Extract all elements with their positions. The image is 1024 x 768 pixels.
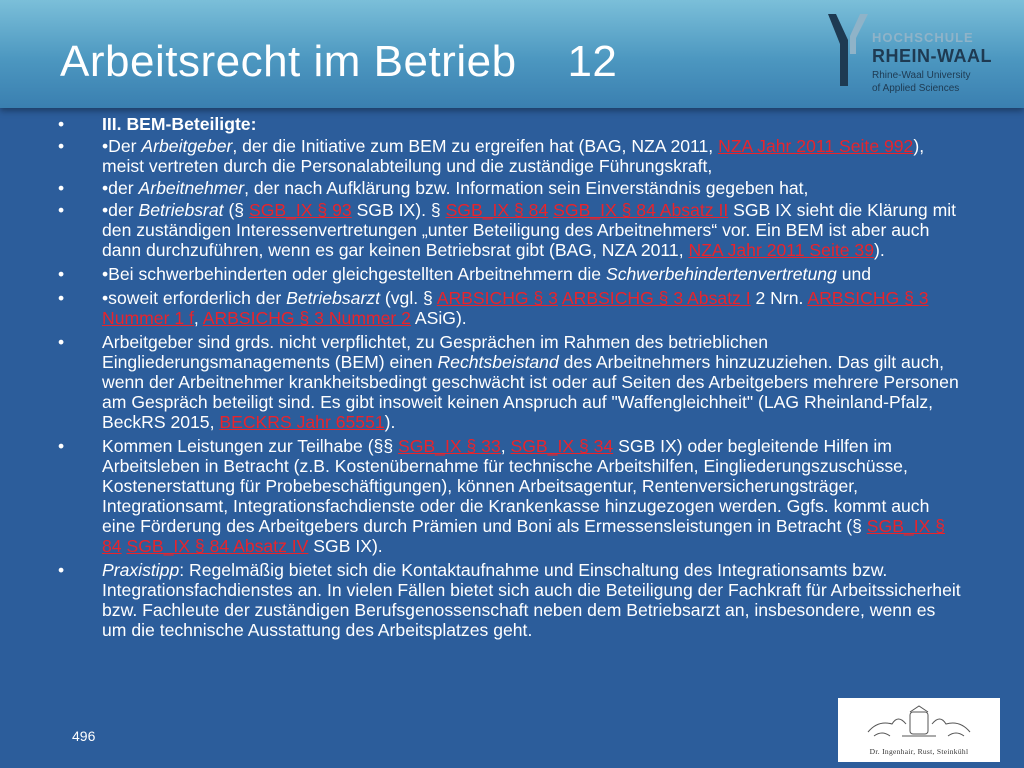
emphasized-term: Praxistipp — [102, 560, 180, 580]
bullet-text: •Der — [102, 136, 142, 156]
bullet-text: Kommen Leistungen zur Teilhabe (§§ — [102, 436, 399, 456]
bullet-list — [58, 114, 963, 644]
bullet-text: Arbeitgeber sind grds. nicht verpflichtet, zu Gesprächen im Rahmen des betrieblichen Eingliederungsmanagements (BEM) einen — [102, 332, 768, 372]
emphasized-term: Arbeitgeber — [141, 136, 233, 156]
legal-reference-link[interactable]: SGB_IX § 84 Absatz II — [553, 200, 729, 220]
section-heading: III. BEM-Beteiligte: — [102, 114, 257, 134]
bullet-text: , — [500, 436, 511, 456]
bullet-text: SGB IX). — [308, 536, 383, 556]
bullet-text: •Bei schwerbehinderten oder gleichgestellten Arbeitnehmern die — [102, 264, 606, 284]
legal-reference-link[interactable]: BECKRS Jahr 65551 — [219, 412, 385, 432]
bullet-item — [58, 178, 963, 198]
logo-line-university: Rhine-Waal University — [872, 70, 971, 81]
legal-reference-link[interactable]: ARBSICHG § 3 Nummer 1 f — [102, 288, 929, 328]
legal-reference-link[interactable]: NZA Jahr 2011 Seite 39 — [688, 240, 874, 260]
bullet-text: 2 Nrn. — [750, 288, 808, 308]
coat-of-arms-icon — [838, 702, 1000, 746]
bullet-item — [58, 332, 963, 432]
emphasized-term: Schwerbehindertenvertretung — [605, 264, 837, 284]
bullet-text: ). — [873, 240, 885, 260]
bullet-text: , der nach Aufklärung bzw. Information sein Einverständnis gegeben hat, — [244, 178, 809, 198]
bullet-text: •der — [102, 200, 139, 220]
stamp-text: Dr. Ingenhair, Rust, Steinkühl — [869, 747, 969, 756]
bullet-text: (vgl. § — [380, 288, 437, 308]
bullet-item — [58, 200, 963, 260]
bullet-text: , der die Initiative zum BEM zu ergreifen hat (BAG, NZA 2011, — [232, 136, 719, 156]
logo-line-hochschule: HOCHSCHULE — [872, 30, 974, 45]
legal-reference-link[interactable]: ARBSICHG § 3 Absatz I — [561, 288, 751, 308]
slide-title: Arbeitsrecht im Betrieb 12 — [60, 37, 618, 86]
emphasized-term: Rechtsbeistand — [437, 352, 559, 372]
page-number: 496 — [72, 728, 96, 744]
emphasized-term: Arbeitnehmer — [138, 178, 245, 198]
emphasized-term: Betriebsarzt — [286, 288, 380, 308]
bullet-item — [58, 136, 963, 176]
bullet-text: ). — [384, 412, 396, 432]
bullet-text: : Regelmäßig bietet sich die Kontaktaufnahme und Einschaltung des Integrationsamts bzw. Integrationsfachdienstes an. In vielen Fällen bietet sich auch die Beteiligung der Fachkraft für Arbeitssicherheit bzw. Fachleute der zuständigen Berufsgenossenschaft neben dem Betriebsarzt an, insbesondere, wenn es um die technische Ausstattung des Arbeitsplatzes geht. — [102, 560, 961, 640]
logo-line-rhein-waal: RHEIN-WAAL — [872, 46, 992, 66]
bullet-text: ), meist vertreten durch die Personalabteilung und die zuständige Führungskraft, — [102, 136, 925, 176]
legal-reference-link[interactable]: SGB_IX § 93 — [248, 200, 352, 220]
legal-reference-link[interactable]: SGB_IX § 84 Absatz IV — [126, 536, 309, 556]
bullet-text: SGB IX) oder begleitende Hilfen im Arbeitsleben in Betracht (z.B. Kostenübernahme für technische Arbeitshilfen, Eingliederungszuschüsse, Kostenerstattung für Probebeschäftigungen), können Arbeitsagentur, Rentenversicherungsträger, Integrationsamt, Integrationsfachdienste oder die Krankenkasse hinzugezogen werden. Ggfs. kommt auch eine Förderung des Arbeitgebers durch Prämien und Boni als Ermessensleistungen in Betracht (§ — [102, 436, 930, 536]
legal-reference-link[interactable]: SGB_IX § 34 — [510, 436, 614, 456]
bullet-text: •der — [102, 178, 139, 198]
bullet-text: SGB IX sieht die Klärung mit den zuständigen Interessenvertretungen „unter Beteiligung des Arbeitnehmers“ vor. Ein BEM ist aber auch dann durchzuführen, wenn es gar keinen Betriebsrat gibt (BAG, NZA 2011, — [102, 200, 957, 260]
legal-reference-link[interactable]: NZA Jahr 2011 Seite 992 — [718, 136, 914, 156]
legal-reference-link[interactable]: SGB_IX § 84 — [445, 200, 549, 220]
legal-reference-link[interactable]: ARBSICHG § 3 — [436, 288, 558, 308]
university-logo — [828, 12, 1008, 96]
bullet-text: SGB IX). § — [351, 200, 446, 220]
logo-line-applied-sciences: of Applied Sciences — [872, 83, 960, 94]
bullet-text: , — [193, 308, 203, 328]
bullet-item — [58, 436, 963, 556]
bullet-item — [58, 114, 963, 134]
university-logo-mark-icon — [828, 14, 868, 86]
legal-reference-link[interactable]: ARBSICHG § 3 Nummer 2 — [202, 308, 411, 328]
title-bar — [0, 0, 1024, 108]
bullet-item — [58, 264, 963, 284]
bullet-text: und — [836, 264, 872, 284]
bullet-item — [58, 560, 963, 640]
legal-reference-link[interactable]: SGB_IX § 84 — [102, 516, 946, 556]
legal-reference-link[interactable]: SGB_IX § 33 — [398, 436, 501, 456]
bullet-text: •soweit erforderlich der — [102, 288, 287, 308]
bullet-text: des Arbeitnehmers hinzuzuziehen. Das gilt auch, wenn der Arbeitnehmer krankheitsbedingt geschwächt ist oder auf Seiten des Arbeitgebers mehrere Personen am Gespräch beteiligt sind. Es gibt insoweit keinen Anspruch auf "Waffengleichheit" (LAG Rheinland-Pfalz, BeckRS 2015, — [102, 352, 959, 432]
emphasized-term: Betriebsrat — [138, 200, 224, 220]
bullet-text: ASiG). — [410, 308, 467, 328]
bullet-item — [58, 288, 963, 328]
bullet-text: (§ — [223, 200, 249, 220]
law-firm-stamp — [838, 698, 1000, 762]
